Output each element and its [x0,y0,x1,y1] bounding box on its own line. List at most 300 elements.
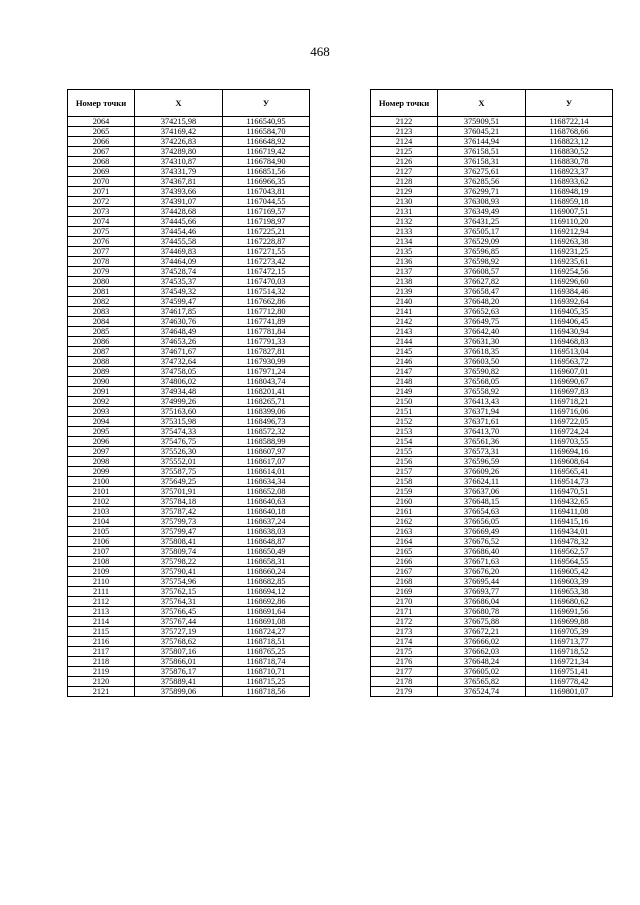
table-row [68,457,310,467]
cell-y: 1168614,01 [223,467,310,477]
cell-y: 1169697,83 [526,387,613,397]
cell-x: 375315,98 [135,417,223,427]
cell-x: 374454,46 [135,227,223,237]
cell-y: 1169718,21 [526,397,613,407]
cell-y: 1168572,32 [223,427,310,437]
cell-x: 376144,94 [438,137,526,147]
cell-x: 374934,48 [135,387,223,397]
cell-y: 1167791,33 [223,337,310,347]
cell-y: 1169699,88 [526,617,613,627]
cell-y: 1169694,16 [526,447,613,457]
cell-point-number: 2122 [371,117,438,127]
cell-y: 1169296,60 [526,277,613,287]
table-row [371,457,613,467]
cell-x: 376693,77 [438,587,526,597]
cell-x: 376654,63 [438,507,526,517]
table-row [371,277,613,287]
cell-point-number: 2111 [68,587,135,597]
cell-point-number: 2159 [371,487,438,497]
cell-y: 1167472,15 [223,267,310,277]
cell-y: 1169603,39 [526,577,613,587]
table-row [371,127,613,137]
cell-x: 376672,21 [438,627,526,637]
table-row [68,197,310,207]
cell-point-number: 2096 [68,437,135,447]
header-x: Х [135,90,223,117]
cell-point-number: 2094 [68,417,135,427]
cell-y: 1169405,35 [526,307,613,317]
table-row [68,627,310,637]
cell-point-number: 2073 [68,207,135,217]
cell-y: 1168710,71 [223,667,310,677]
cell-y: 1166719,42 [223,147,310,157]
cell-y: 1168682,85 [223,577,310,587]
cell-point-number: 2152 [371,417,438,427]
table-row [371,187,613,197]
table-row [371,537,613,547]
table-row [371,447,613,457]
cell-x: 376652,63 [438,307,526,317]
table-row [371,167,613,177]
cell-x: 376686,40 [438,547,526,557]
table-row [68,647,310,657]
cell-y: 1169434,01 [526,527,613,537]
cell-x: 374806,02 [135,377,223,387]
cell-y: 1169007,51 [526,207,613,217]
cell-y: 1167781,84 [223,327,310,337]
cell-x: 376371,94 [438,407,526,417]
table-row [68,597,310,607]
cell-x: 374671,67 [135,347,223,357]
table-row [68,317,310,327]
cell-point-number: 2081 [68,287,135,297]
cell-x: 375876,17 [135,667,223,677]
table-row [371,587,613,597]
cell-x: 375808,41 [135,537,223,547]
table-row [371,217,613,227]
cell-y: 1169478,32 [526,537,613,547]
cell-x: 374226,83 [135,137,223,147]
cell-y: 1168650,49 [223,547,310,557]
table-row [68,537,310,547]
cell-point-number: 2130 [371,197,438,207]
cell-x: 376676,52 [438,537,526,547]
cell-point-number: 2084 [68,317,135,327]
cell-x: 375552,01 [135,457,223,467]
table-row [68,657,310,667]
cell-point-number: 2126 [371,157,438,167]
table-row [371,687,613,697]
table-row [371,567,613,577]
cell-point-number: 2091 [68,387,135,397]
table-row [68,257,310,267]
cell-y: 1167470,03 [223,277,310,287]
cell-point-number: 2151 [371,407,438,417]
table-row [371,617,613,627]
cell-y: 1168637,24 [223,517,310,527]
cell-y: 1166851,56 [223,167,310,177]
table-row [371,367,613,377]
cell-point-number: 2077 [68,247,135,257]
cell-x: 374445,66 [135,217,223,227]
cell-point-number: 2147 [371,367,438,377]
cell-point-number: 2100 [68,477,135,487]
cell-point-number: 2079 [68,267,135,277]
cell-x: 375866,01 [135,657,223,667]
cell-point-number: 2083 [68,307,135,317]
cell-point-number: 2087 [68,347,135,357]
table-row [68,447,310,457]
cell-x: 375474,33 [135,427,223,437]
cell-point-number: 2149 [371,387,438,397]
table-row [68,577,310,587]
cell-y: 1169716,06 [526,407,613,417]
table-row [68,637,310,647]
cell-y: 1168043,74 [223,377,310,387]
cell-x: 374391,07 [135,197,223,207]
cell-x: 375899,06 [135,687,223,697]
cell-y: 1169705,39 [526,627,613,637]
cell-point-number: 2169 [371,587,438,597]
cell-y: 1168691,08 [223,617,310,627]
cell-point-number: 2085 [68,327,135,337]
cell-point-number: 2176 [371,657,438,667]
table-row [68,297,310,307]
header-point-number: Номер точки [68,90,135,117]
cell-y: 1169691,56 [526,607,613,617]
cell-point-number: 2138 [371,277,438,287]
cell-point-number: 2123 [371,127,438,137]
cell-point-number: 2108 [68,557,135,567]
cell-point-number: 2104 [68,517,135,527]
cell-x: 375784,18 [135,497,223,507]
cell-point-number: 2080 [68,277,135,287]
cell-y: 1169392,64 [526,297,613,307]
cell-point-number: 2106 [68,537,135,547]
table-row [371,257,613,267]
cell-y: 1169565,41 [526,467,613,477]
table-row [371,237,613,247]
cell-y: 1167662,86 [223,297,310,307]
cell-point-number: 2071 [68,187,135,197]
cell-point-number: 2145 [371,347,438,357]
cell-point-number: 2175 [371,647,438,657]
cell-y: 1169384,46 [526,287,613,297]
cell-y: 1167930,99 [223,357,310,367]
table-row [68,527,310,537]
cell-point-number: 2101 [68,487,135,497]
table-row [68,277,310,287]
cell-y: 1169430,94 [526,327,613,337]
table-row [68,307,310,317]
cell-x: 376680,78 [438,607,526,617]
cell-x: 376596,85 [438,247,526,257]
table-row [371,667,613,677]
cell-point-number: 2093 [68,407,135,417]
cell-point-number: 2072 [68,197,135,207]
header-point-number: Номер точки [371,90,438,117]
cell-y: 1169263,38 [526,237,613,247]
table-row [371,397,613,407]
cell-x: 376649,75 [438,317,526,327]
table-row [371,437,613,447]
table-row [371,647,613,657]
table-row [371,347,613,357]
cell-y: 1168718,56 [223,687,310,697]
table-row [371,497,613,507]
cell-y: 1168722,14 [526,117,613,127]
cell-point-number: 2070 [68,177,135,187]
cell-y: 1169564,55 [526,557,613,567]
cell-x: 376648,24 [438,657,526,667]
cell-y: 1169751,41 [526,667,613,677]
table-row [68,427,310,437]
table-row [371,677,613,687]
cell-y: 1168694,12 [223,587,310,597]
cell-y: 1169110,20 [526,217,613,227]
cell-y: 1169724,24 [526,427,613,437]
cell-y: 1168617,07 [223,457,310,467]
cell-x: 376285,56 [438,177,526,187]
cell-x: 376658,47 [438,287,526,297]
cell-y: 1169468,83 [526,337,613,347]
cell-x: 376631,30 [438,337,526,347]
cell-point-number: 2088 [68,357,135,367]
table-row [371,327,613,337]
table-row [68,387,310,397]
cell-x: 376565,82 [438,677,526,687]
table-row [68,137,310,147]
header-y: У [526,90,613,117]
cell-point-number: 2098 [68,457,135,467]
cell-y: 1168933,62 [526,177,613,187]
table-row [371,517,613,527]
cell-x: 376596,59 [438,457,526,467]
cell-point-number: 2168 [371,577,438,587]
cell-x: 376662,03 [438,647,526,657]
cell-x: 376590,82 [438,367,526,377]
header-x: Х [438,90,526,117]
cell-x: 376505,17 [438,227,526,237]
cell-point-number: 2074 [68,217,135,227]
cell-x: 374758,05 [135,367,223,377]
cell-y: 1167741,89 [223,317,310,327]
cell-point-number: 2112 [68,597,135,607]
cell-x: 375807,16 [135,647,223,657]
cell-point-number: 2113 [68,607,135,617]
cell-point-number: 2068 [68,157,135,167]
table-row [371,207,613,217]
cell-x: 375754,96 [135,577,223,587]
cell-x: 374599,47 [135,297,223,307]
table-row [371,247,613,257]
cell-point-number: 2144 [371,337,438,347]
cell-point-number: 2166 [371,557,438,567]
table-row [371,417,613,427]
cell-y: 1169653,38 [526,587,613,597]
table-row [371,197,613,207]
cell-y: 1168724,27 [223,627,310,637]
page-number: 468 [310,44,330,59]
coordinates-table-left [67,89,310,697]
cell-point-number: 2148 [371,377,438,387]
cell-y: 1167712,80 [223,307,310,317]
cell-x: 376299,71 [438,187,526,197]
cell-y: 1169690,67 [526,377,613,387]
cell-y: 1169563,72 [526,357,613,367]
cell-y: 1168660,24 [223,567,310,577]
cell-y: 1169254,56 [526,267,613,277]
table-row [371,267,613,277]
cell-point-number: 2089 [68,367,135,377]
cell-x: 376045,21 [438,127,526,137]
table-row [68,507,310,517]
table-row [68,587,310,597]
cell-x: 374732,64 [135,357,223,367]
cell-point-number: 2090 [68,377,135,387]
cell-x: 376529,09 [438,237,526,247]
cell-point-number: 2120 [68,677,135,687]
cell-x: 376349,49 [438,207,526,217]
table-row [68,487,310,497]
cell-y: 1168399,06 [223,407,310,417]
table-row [371,177,613,187]
cell-point-number: 2132 [371,217,438,227]
cell-point-number: 2134 [371,237,438,247]
cell-y: 1168959,18 [526,197,613,207]
cell-point-number: 2109 [68,567,135,577]
cell-point-number: 2078 [68,257,135,267]
table-row [68,117,310,127]
cell-y: 1168658,31 [223,557,310,567]
cell-x: 376158,51 [438,147,526,157]
table-row [68,327,310,337]
table-header-row [371,90,613,117]
cell-x: 376431,25 [438,217,526,227]
cell-x: 374617,85 [135,307,223,317]
cell-point-number: 2099 [68,467,135,477]
table-row [371,467,613,477]
cell-x: 375476,75 [135,437,223,447]
cell-x: 374653,26 [135,337,223,347]
cell-x: 375701,91 [135,487,223,497]
table-row [68,547,310,557]
cell-y: 1168715,25 [223,677,310,687]
table-row [371,117,613,127]
cell-x: 376648,20 [438,297,526,307]
cell-y: 1167971,24 [223,367,310,377]
table-row [68,567,310,577]
cell-y: 1168768,66 [526,127,613,137]
cell-point-number: 2163 [371,527,438,537]
cell-point-number: 2128 [371,177,438,187]
cell-point-number: 2171 [371,607,438,617]
table-row [68,407,310,417]
cell-x: 376371,61 [438,417,526,427]
cell-y: 1168948,19 [526,187,613,197]
table-row [371,487,613,497]
cell-point-number: 2105 [68,527,135,537]
cell-x: 375909,51 [438,117,526,127]
table-row [371,287,613,297]
cell-point-number: 2143 [371,327,438,337]
table-row [371,357,613,367]
cell-y: 1167271,55 [223,247,310,257]
cell-x: 374331,79 [135,167,223,177]
cell-point-number: 2161 [371,507,438,517]
cell-x: 376605,02 [438,667,526,677]
table-row [68,207,310,217]
table-row [371,317,613,327]
cell-x: 376669,49 [438,527,526,537]
cell-x: 374549,32 [135,287,223,297]
cell-x: 376642,40 [438,327,526,337]
cell-point-number: 2097 [68,447,135,457]
cell-y: 1169703,55 [526,437,613,447]
table-row [68,467,310,477]
cell-y: 1166540,95 [223,117,310,127]
cell-x: 376609,26 [438,467,526,477]
table-row [371,557,613,567]
cell-point-number: 2127 [371,167,438,177]
cell-y: 1167273,42 [223,257,310,267]
cell-point-number: 2116 [68,637,135,647]
cell-x: 376413,43 [438,397,526,407]
cell-x: 375762,15 [135,587,223,597]
cell-y: 1169513,04 [526,347,613,357]
cell-x: 376598,92 [438,257,526,267]
cell-y: 1167043,81 [223,187,310,197]
cell-x: 376671,63 [438,557,526,567]
cell-x: 376627,82 [438,277,526,287]
cell-x: 376656,05 [438,517,526,527]
table-row [371,297,613,307]
cell-y: 1169231,25 [526,247,613,257]
cell-y: 1169722,05 [526,417,613,427]
cell-x: 376695,44 [438,577,526,587]
cell-y: 1169432,65 [526,497,613,507]
cell-x: 375799,47 [135,527,223,537]
cell-point-number: 2086 [68,337,135,347]
cell-point-number: 2167 [371,567,438,577]
cell-x: 375163,60 [135,407,223,417]
cell-y: 1169562,57 [526,547,613,557]
table-row [68,367,310,377]
cell-point-number: 2155 [371,447,438,457]
cell-x: 375798,22 [135,557,223,567]
cell-point-number: 2133 [371,227,438,237]
cell-point-number: 2066 [68,137,135,147]
cell-y: 1169411,08 [526,507,613,517]
cell-y: 1167514,32 [223,287,310,297]
cell-point-number: 2118 [68,657,135,667]
cell-y: 1168692,86 [223,597,310,607]
cell-point-number: 2114 [68,617,135,627]
table-row [68,677,310,687]
coordinates-table-right [370,89,613,697]
cell-x: 376686,04 [438,597,526,607]
cell-point-number: 2069 [68,167,135,177]
cell-x: 374999,26 [135,397,223,407]
cell-y: 1169415,16 [526,517,613,527]
table-row [68,167,310,177]
cell-x: 374367,81 [135,177,223,187]
cell-point-number: 2103 [68,507,135,517]
table-row [371,637,613,647]
cell-y: 1168640,63 [223,497,310,507]
cell-point-number: 2172 [371,617,438,627]
cell-point-number: 2129 [371,187,438,197]
